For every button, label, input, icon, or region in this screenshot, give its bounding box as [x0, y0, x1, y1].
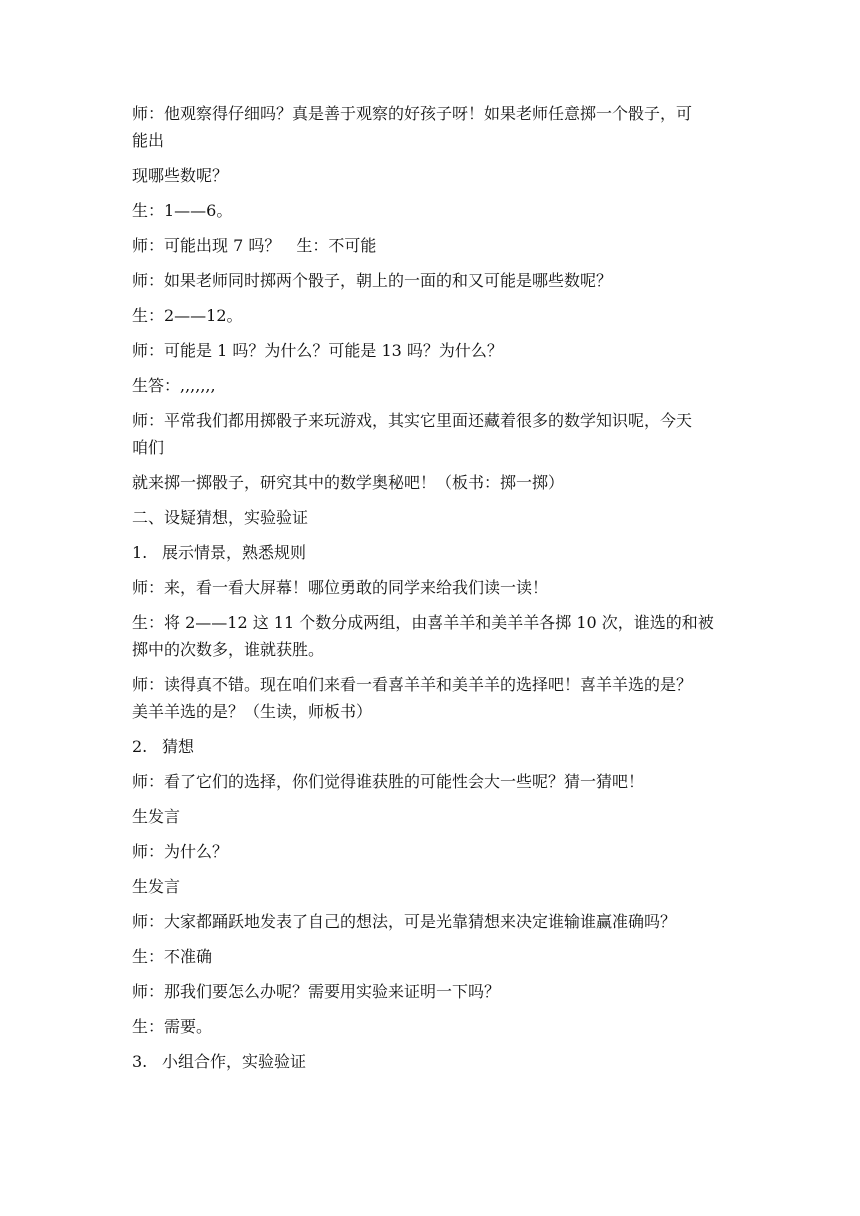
text-line: 师：可能是 1 吗？为什么？可能是 13 吗？为什么？: [132, 341, 503, 360]
text-line: 师：如果老师同时掷两个骰子，朝上的一面的和又可能是哪些数呢？: [132, 271, 613, 290]
numbered-heading: [132, 543, 732, 563]
text-line: 师：读得真不错。现在咱们来看一看喜羊羊和美羊羊的选择吧！喜羊羊选的是？: [132, 675, 693, 694]
text-line: 咱们: [132, 438, 165, 457]
text-line: 就来掷一掷骰子，研究其中的数学奥秘吧！（板书：掷一掷）: [132, 473, 565, 492]
numbered-heading: [132, 737, 732, 757]
list-number: 2.: [132, 737, 148, 756]
text-line: 生：2——12。: [132, 306, 243, 325]
text-line: 师：为什么？: [132, 842, 229, 861]
text-line: 生：不准确: [132, 947, 213, 966]
text-line: 师：看了它们的选择，你们觉得谁获胜的可能性会大一些呢？猜一猜吧！: [132, 772, 645, 791]
text-line: 师：来，看一看大屏幕！哪位勇敢的同学来给我们读一读！: [132, 578, 549, 597]
text-line: 师：大家都踊跃地发表了自己的想法，可是光靠猜想来决定谁输谁赢准确吗？: [132, 912, 677, 931]
numbered-heading: [132, 1052, 732, 1072]
heading-text: 展示情景，熟悉规则: [162, 543, 307, 562]
text-line: 师：他观察得仔细吗？真是善于观察的好孩子呀！如果老师任意掷一个骰子，可: [132, 104, 693, 123]
text-line: 师：可能出现 7 吗？ 生：不可能: [132, 236, 377, 255]
section-heading: 二、设疑猜想，实验验证: [132, 508, 309, 527]
text-line: 美羊羊选的是？（生读，师板书）: [132, 702, 373, 721]
text-line: 生：需要。: [132, 1017, 213, 1036]
document-page: [132, 104, 732, 1072]
text-line: 生发言: [132, 807, 181, 826]
text-line: 现哪些数呢？: [132, 166, 229, 185]
text-line: 生：将 2——12 这 11 个数分成两组，由喜羊羊和美羊羊各掷 10 次，谁选的和被: [132, 613, 714, 632]
text-line: 生发言: [132, 877, 181, 896]
text-line: 能出: [132, 131, 165, 150]
list-number: 3.: [132, 1052, 148, 1071]
heading-text: 猜想: [162, 737, 195, 756]
list-number: 1.: [132, 543, 148, 562]
text-line: 师：平常我们都用掷骰子来玩游戏，其实它里面还藏着很多的数学知识呢，今天: [132, 411, 693, 430]
heading-text: 小组合作，实验验证: [162, 1052, 307, 1071]
text-line: 生答：,,,,,,,: [132, 376, 216, 395]
text-line: 生：1——6。: [132, 201, 233, 220]
text-line: 师：那我们要怎么办呢？需要用实验来证明一下吗？: [132, 982, 501, 1001]
text-line: 掷中的次数多，谁就获胜。: [132, 640, 325, 659]
